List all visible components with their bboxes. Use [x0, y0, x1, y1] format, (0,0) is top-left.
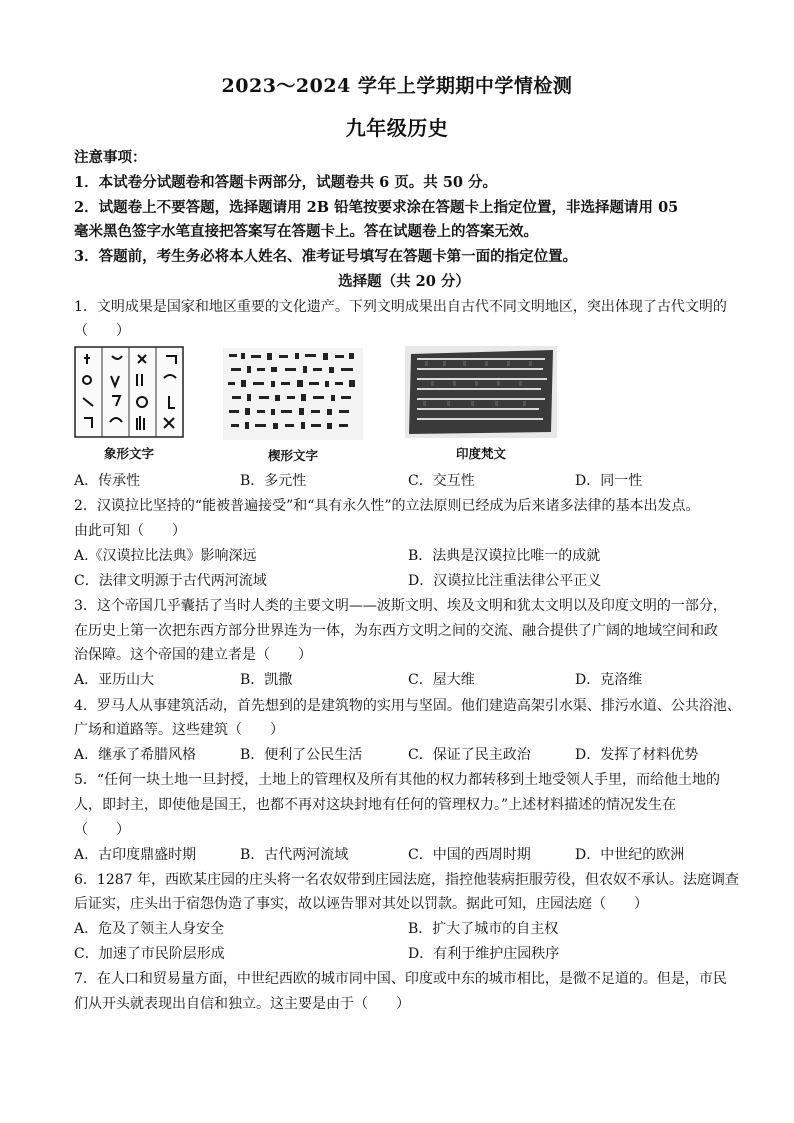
- q1-option-b[interactable]: B．多元性: [240, 473, 307, 489]
- q4-option-a[interactable]: A．继承了希腊风格: [74, 747, 197, 763]
- cuneiform-caption: 楔形文字: [267, 448, 318, 463]
- q5-stem: （ ）: [74, 822, 130, 838]
- q2-stem: 2．汉谟拉比坚持的“能被普遍接受”和“具有永久性”的立法原则已经成为后来诸多法律的基本出发点。: [74, 498, 700, 514]
- q7-stem: 们从开头就表现出自信和独立。这主要是由于（ ）: [74, 996, 410, 1012]
- q3-option-d[interactable]: D．克洛维: [575, 672, 643, 688]
- exam-subtitle: 九年级历史: [345, 116, 449, 140]
- q3-option-b[interactable]: B．凯撒: [240, 672, 293, 688]
- q6-option-a[interactable]: A．危及了领主人身安全: [74, 921, 225, 937]
- q4-stem: 4．罗马人从事建筑活动，首先想到的是建筑物的实用与坚固。他们建造高架引水渠、排污水道、公共浴池、: [74, 698, 741, 714]
- q5-option-d[interactable]: D．中世纪的欧洲: [575, 847, 685, 863]
- q3-option-a[interactable]: A．亚历山大: [74, 672, 155, 688]
- q4-option-b[interactable]: B．便利了公民生活: [240, 747, 363, 763]
- q7-stem: 7．在人口和贸易量方面，中世纪西欧的城市同中国、印度或中东的城市相比，是微不足道的。但是，市民: [74, 971, 727, 987]
- note-line: 毫米黑色签字水笔直接把答案写在答题卡上。答在试题卷上的答案无效。: [74, 223, 538, 240]
- q6-stem: 6．1287 年，西欧某庄园的庄头将一名农奴带到庄园法庭，指控他装病拒服劳役，但农奴不承认。法庭调查: [74, 872, 739, 888]
- q2-option-b[interactable]: B．法典是汉谟拉比唯一的成就: [408, 548, 601, 564]
- note-line: 3．答题前，考生务必将本人姓名、准考证号填写在答题卡第一面的指定位置。: [74, 248, 578, 265]
- q3-stem: 在历史上第一次把东西方部分世界连为一体，为东西方文明之间的交流、融合提供了广阔的地域空间和政: [74, 623, 718, 639]
- q1-stem: 1．文明成果是国家和地区重要的文化遗产。下列文明成果出自古代不同文明地区，突出体现了古代文明的: [74, 299, 727, 315]
- exam-title: 2023～2024 学年上学期期中学情检测: [221, 75, 573, 97]
- q5-option-c[interactable]: C．中国的西周时期: [408, 847, 531, 863]
- q1-option-c[interactable]: C．交互性: [408, 473, 475, 489]
- hieroglyph-caption: 象形文字: [103, 446, 154, 461]
- q6-option-c[interactable]: C．加速了市民阶层形成: [74, 946, 225, 962]
- q4-stem: 广场和道路等。这些建筑（ ）: [74, 722, 284, 738]
- q4-option-d[interactable]: D．发挥了材料优势: [575, 747, 699, 763]
- cuneiform-image: [223, 348, 363, 440]
- sanskrit-image: [405, 346, 557, 438]
- q2-option-d[interactable]: D．汉谟拉比注重法律公平正义: [408, 573, 602, 589]
- note-line: 2．试题卷上不要答题，选择题请用 2B 铅笔按要求涂在答题卡上指定位置，非选择题请用 05: [74, 199, 679, 216]
- q2-option-a[interactable]: A.《汉谟拉比法典》影响深远: [74, 548, 257, 564]
- q5-option-a[interactable]: A．古印度鼎盛时期: [74, 847, 197, 863]
- q6-stem: 后证实，庄头出于宿怨伪造了事实，故以诬告罪对其处以罚款。据此可知，庄园法庭（ ）: [74, 896, 648, 912]
- sanskrit-caption: 印度梵文: [455, 446, 506, 461]
- q1-stem: （ ）: [74, 323, 130, 339]
- q4-option-c[interactable]: C．保证了民主政治: [408, 747, 531, 763]
- q1-option-a[interactable]: A．传承性: [74, 473, 141, 489]
- q6-option-d[interactable]: D．有利于维护庄园秩序: [408, 946, 560, 962]
- section-title: 选择题（共 20 分）: [338, 273, 470, 290]
- notes-heading: 注意事项：: [74, 149, 147, 166]
- hieroglyph-image: [74, 346, 184, 438]
- q3-option-c[interactable]: C．屋大维: [408, 672, 475, 688]
- q3-stem: 3．这个帝国几乎囊括了当时人类的主要文明——波斯文明、埃及文明和犹太文明以及印度文明的一部分，: [74, 598, 727, 614]
- q6-option-b[interactable]: B．扩大了城市的自主权: [408, 921, 559, 937]
- note-line: 1．本试卷分试题卷和答题卡两部分，试题卷共 6 页。共 50 分。: [74, 174, 498, 191]
- q5-stem: 5．“任何一块土地一旦封授，土地上的管理权及所有其他的权力都转移到土地受领人手里，而给他土地的: [74, 772, 721, 788]
- q2-stem: 由此可知（ ）: [74, 523, 186, 539]
- q5-stem: 人，即封主，即使他是国王，也都不再对这块封地有任何的管理权力。”上述材料描述的情况发生在: [74, 797, 677, 813]
- q3-stem: 治保障。这个帝国的建立者是（ ）: [74, 647, 312, 663]
- q1-option-d[interactable]: D．同一性: [575, 473, 643, 489]
- q2-option-c[interactable]: C．法律文明源于古代两河流域: [74, 573, 267, 589]
- q5-option-b[interactable]: B．古代两河流域: [240, 847, 349, 863]
